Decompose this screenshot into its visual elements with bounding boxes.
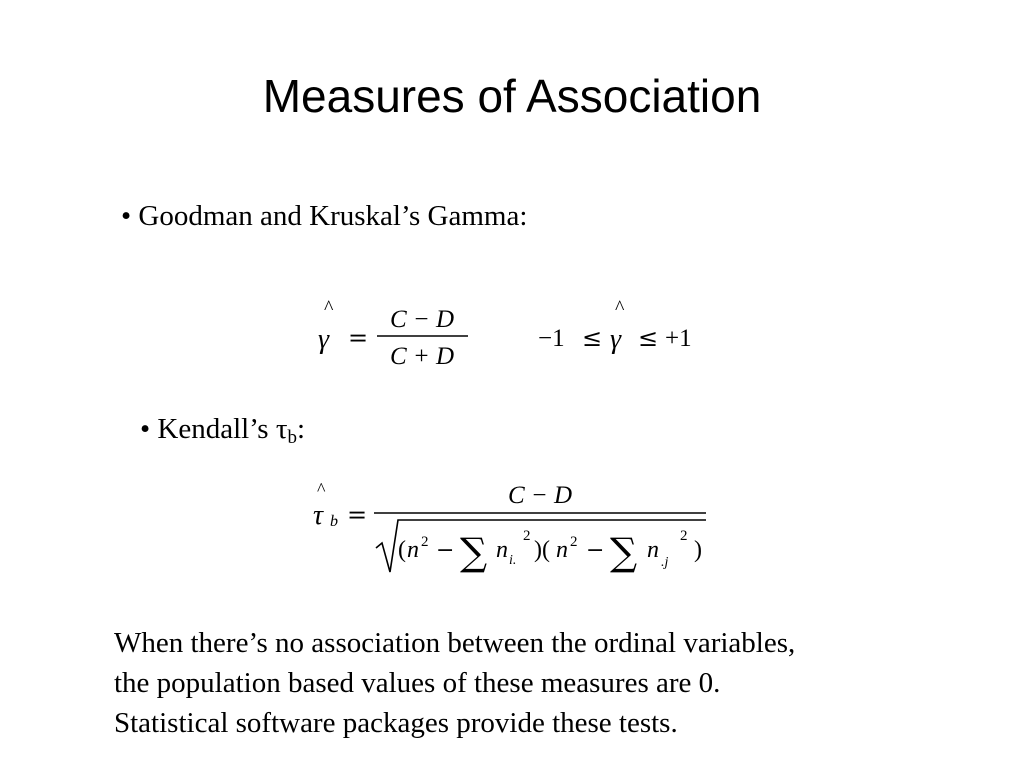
col-subscript: .j — [661, 555, 669, 570]
col-exponent: 2 — [680, 528, 688, 544]
note-line-3: Statistical software packages provide these tests. — [114, 707, 678, 739]
range-gamma: γ — [610, 324, 622, 355]
n-total-1: n — [407, 537, 419, 563]
association-note — [114, 623, 974, 743]
summation-2: ∑ — [610, 530, 638, 574]
n-row: n — [496, 537, 508, 563]
tau-bullet-prefix: Kendall’s — [157, 413, 276, 445]
note-line-1: When there’s no association between the ordinal variables, — [114, 627, 796, 659]
gamma-bullet-text: Goodman and Kruskal’s Gamma: — [138, 200, 528, 232]
exponent-2: 2 — [570, 534, 578, 550]
gamma-equals: = — [348, 324, 369, 352]
range-leq-1: ≤ — [582, 324, 603, 352]
range-hat: ^ — [615, 297, 625, 319]
close-paren-2: ) — [694, 537, 702, 563]
exponent-1: 2 — [421, 534, 429, 550]
row-exponent: 2 — [523, 528, 531, 544]
gamma-denominator: C + D — [389, 343, 455, 370]
tau-formula-subscript: b — [330, 513, 338, 530]
open-paren-1: ( — [398, 537, 406, 563]
range-upper: +1 — [665, 325, 692, 352]
n-col: n — [647, 537, 659, 563]
gamma-numerator: C − D — [389, 306, 455, 333]
slide-title: Measures of Association — [262, 70, 762, 122]
tau-subscript: b — [287, 427, 297, 448]
tau-bullet-suffix: : — [296, 413, 306, 445]
summation-1: ∑ — [460, 530, 488, 574]
tau-hat: ^ — [317, 479, 326, 499]
gamma-symbol: γ — [318, 324, 330, 355]
tau-numerator: C − D — [507, 482, 573, 509]
close-open-paren: )( — [534, 537, 550, 563]
minus-1: − — [436, 538, 455, 563]
tau-formula-symbol: τ — [313, 500, 324, 531]
gamma-hat: ^ — [324, 297, 334, 319]
bullet-marker: • — [140, 413, 151, 445]
range-lower: −1 — [538, 325, 565, 352]
minus-2: − — [586, 538, 605, 563]
n-total-2: n — [556, 537, 568, 563]
tau-symbol: τ — [275, 413, 288, 445]
note-line-2: the population based values of these measures are 0. — [114, 667, 721, 699]
tau-equals: = — [347, 501, 368, 529]
bullet-marker: • — [121, 200, 132, 232]
range-leq-2: ≤ — [638, 324, 659, 352]
row-subscript: i. — [509, 553, 517, 568]
